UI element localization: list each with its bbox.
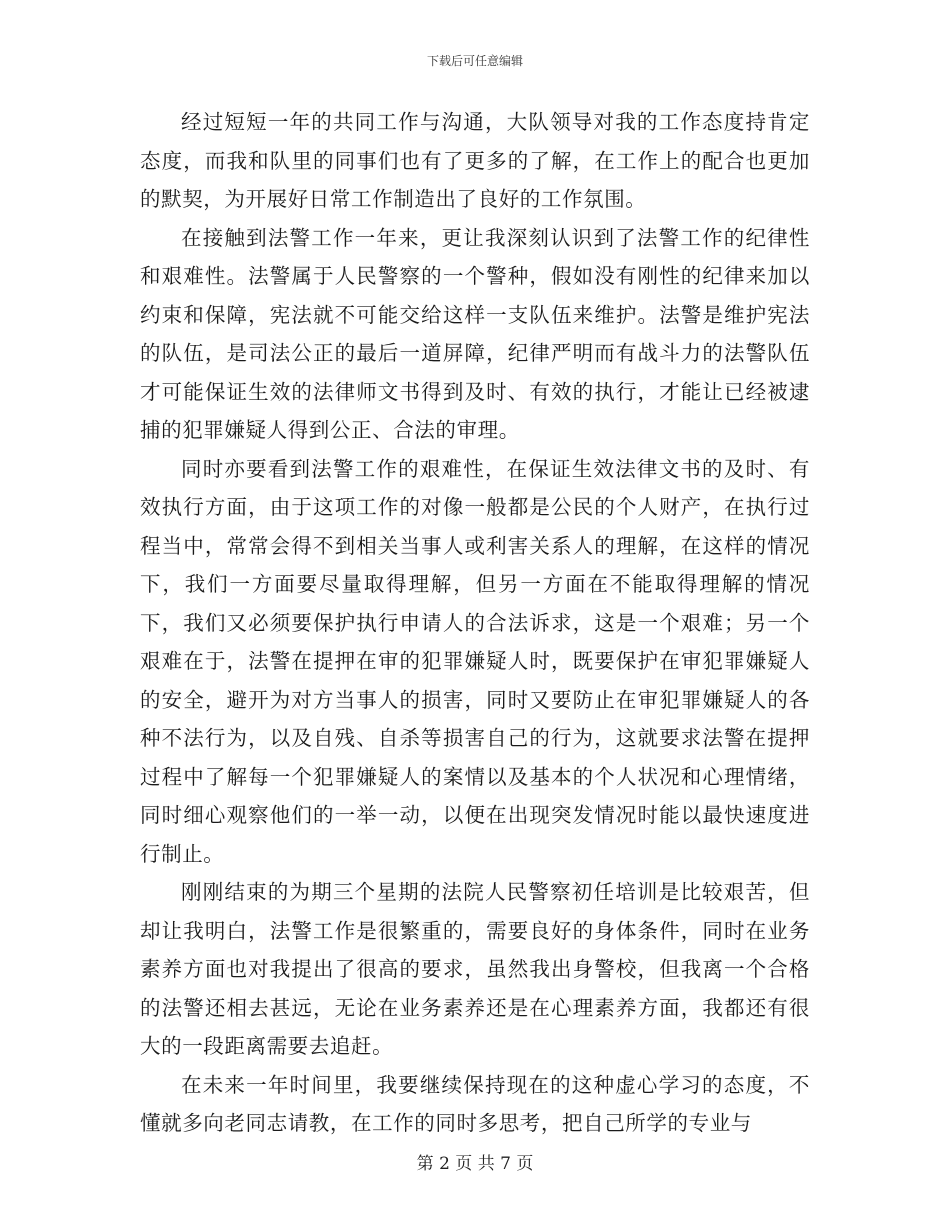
paragraph: 经过短短一年的共同工作与沟通，大队领导对我的工作态度持肯定态度，而我和队里的同事们也有了更多的了解，在工作上的配合也更加的默契，为开展好日常工作制造出了良好的工作氛围。 (140, 110, 810, 211)
page-footer: 第 2 页 共 7 页 (416, 1154, 534, 1174)
paragraph: 刚刚结束的为期三个星期的法院人民警察初任培训是比较艰苦，但却让我明白，法警工作是很繁重的，需要良好的身体条件，同时在业务素养方面也对我提出了很高的要求，虽然我出身警校，但我离一个合格的法警还相去甚远，无论在业务素养还是在心理素养方面，我都还有很大的一段距离需要去追赶。 (140, 880, 810, 1058)
header-note: 下载后可任意编辑 (426, 54, 523, 68)
paragraph: 在接触到法警工作一年来，更让我深刻认识到了法警工作的纪律性和艰难性。法警属于人民警察的一个警种，假如没有刚性的纪律来加以约束和保障，宪法就不可能交给这样一支队伍来维护。法警是维护宪法的队伍，是司法公正的最后一道屏障，纪律严明而有战斗力的法警队伍才可能保证生效的法律师文书得到及时、有效的执行，才能让已经被逮捕的犯罪嫌疑人得到公正、合法的审理。 (140, 225, 810, 442)
paragraph: 在未来一年时间里，我要继续保持现在的这种虚心学习的态度，不懂就多向老同志请教，在工作的同时多思考，把自己所学的专业与 (140, 1072, 810, 1135)
paragraph: 同时亦要看到法警工作的艰难性，在保证生效法律文书的及时、有效执行方面，由于这项工作的对像一般都是公民的个人财产，在执行过程当中，常常会得不到相关当事人或利害关系人的理解，在这样的情况下，我们一方面要尽量取得理解，但另一方面在不能取得理解的情况下，我们又必须要保护执行申请人的合法诉求，这是一个艰难；另一个艰难在于，法警在提押在审的犯罪嫌疑人时，既要保护在审犯罪嫌疑人的安全，避开为对方当事人的损害，同时又要防止在审犯罪嫌疑人的各种不法行为，以及自残、自杀等损害自己的行为，这就要求法警在提押过程中了解每一个犯罪嫌疑人的案情以及基本的个人状况和心理情绪，同时细心观察他们的一举一动，以便在出现突发情况时能以最快速度进行制止。 (140, 456, 810, 866)
document-body (140, 103, 810, 1143)
